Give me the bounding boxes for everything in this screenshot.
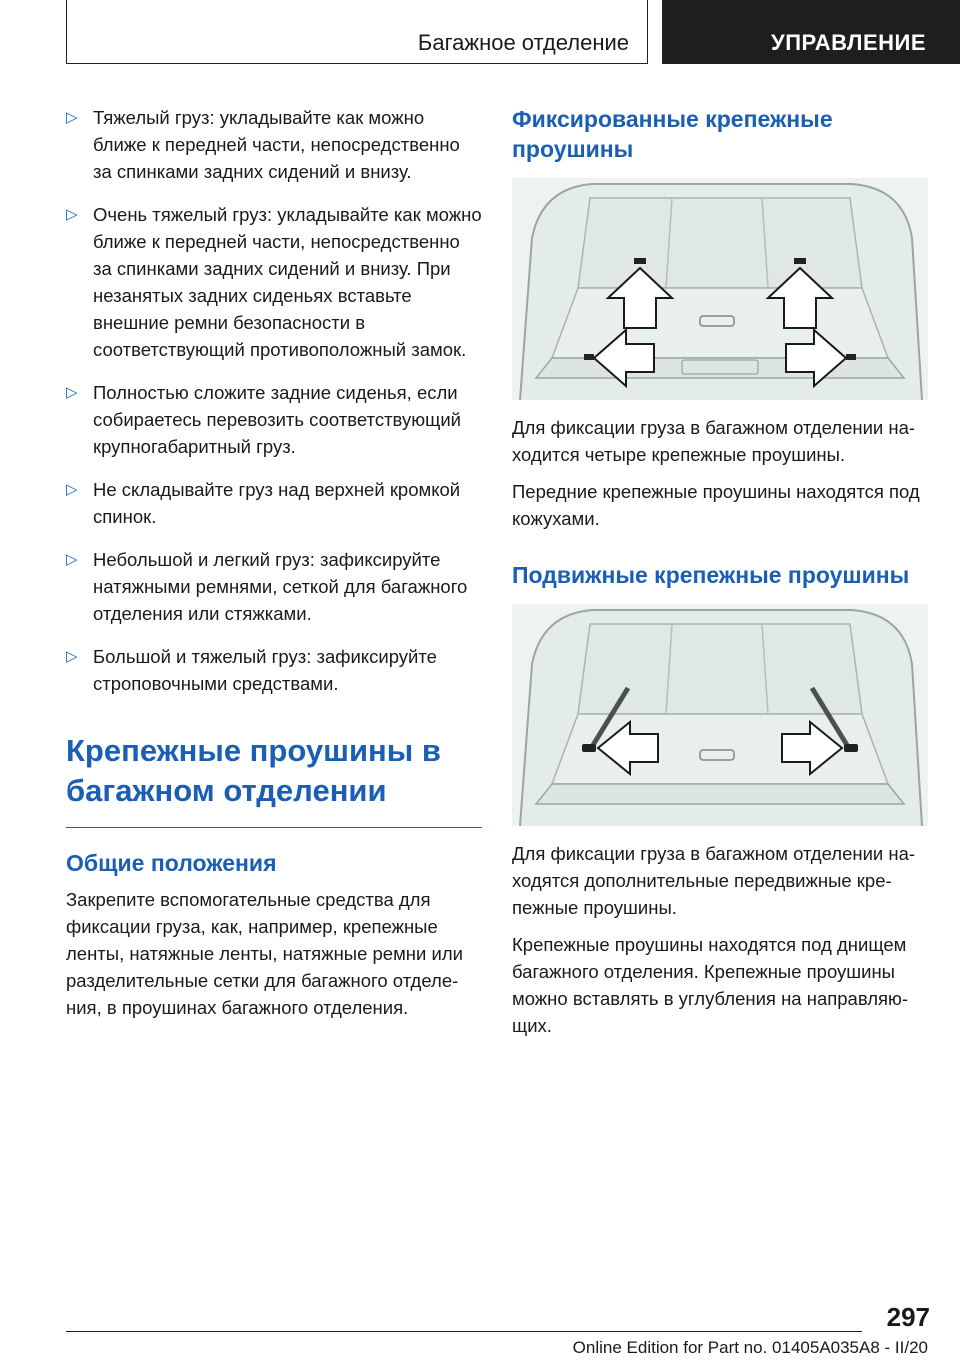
triangle-bullet-icon: ▷ <box>66 551 78 568</box>
triangle-bullet-icon: ▷ <box>66 384 78 401</box>
section-title: Крепежные проушины в багажном отделении <box>66 731 482 828</box>
list-item: ▷ Небольшой и легкий груз: зафиксируйте натяжными ремнями, сеткой для багажного отделения или стяжками. <box>66 546 482 627</box>
header-section-box <box>66 0 648 64</box>
triangle-bullet-icon: ▷ <box>66 648 78 665</box>
fixed-eyelets-illustration <box>512 178 928 400</box>
left-column <box>66 104 482 1021</box>
movable-eyelets-text-1: Для фиксации груза в багажном отделении находятся дополнительные передвижные крепежные проушины. <box>512 843 916 918</box>
page-number: 297 <box>886 1302 930 1332</box>
triangle-bullet-icon: ▷ <box>66 481 78 498</box>
list-item: ▷ Большой и тяжелый груз: зафиксируйте строповочными средствами. <box>66 643 482 697</box>
list-item: ▷ Не складывайте груз над верхней кромкой спинок. <box>66 476 482 530</box>
movable-eyelets-text-2: Крепежные проушины находятся под днищем багажного отделения. Крепежные проушины можно вставлять в углубления на направляющих. <box>512 934 909 1036</box>
general-text: Закрепите вспомогательные средства для фиксации груза, как, например, крепежные ленты, натяжные ленты, натяжные ремни или разделительные сетки для багажного отделения, в проушинах багажного отделения. <box>66 889 463 1018</box>
header-chapter-box <box>662 0 960 64</box>
load-bullet-list <box>66 104 482 697</box>
list-item: ▷ Очень тяжелый груз: укладывайте как можно ближе к передней части, непосредственно за спинками задних сидений и внизу. При незанятых задних сиденьях вставьте внешние ремни безопасности в соответствующий противоположный замок. <box>66 201 482 363</box>
header-chapter-title: УПРАВЛЕНИЕ <box>771 30 926 55</box>
subsection-title: Общие положения <box>66 850 277 876</box>
footer-divider <box>66 1331 862 1332</box>
movable-eyelets-title: Подвижные крепежные проушины <box>512 562 910 588</box>
fixed-eyelets-text-2: Передние крепежные проушины находятся под кожухами. <box>512 481 920 529</box>
triangle-bullet-icon: ▷ <box>66 206 78 223</box>
movable-eyelets-illustration <box>512 604 928 826</box>
right-column <box>512 104 928 1049</box>
fixed-eyelets-text-1: Для фиксации груза в багажном отделении находится четыре крепежные проушины. <box>512 417 916 465</box>
header-section-title: Багажное отделение <box>417 30 629 55</box>
list-item: ▷ Тяжелый груз: укладывайте как можно ближе к передней части, непосредственно за спинками задних сидений и внизу. <box>66 104 482 185</box>
list-item: ▷ Полностью сложите задние сиденья, если собираетесь перевозить соответствующий крупногабаритный груз. <box>66 379 482 460</box>
fixed-eyelets-title: Фиксированные крепежные проушины <box>512 106 833 162</box>
footer-edition: Online Edition for Part no. 01405A035A8 - II/20 <box>572 1338 928 1357</box>
triangle-bullet-icon: ▷ <box>66 109 78 126</box>
